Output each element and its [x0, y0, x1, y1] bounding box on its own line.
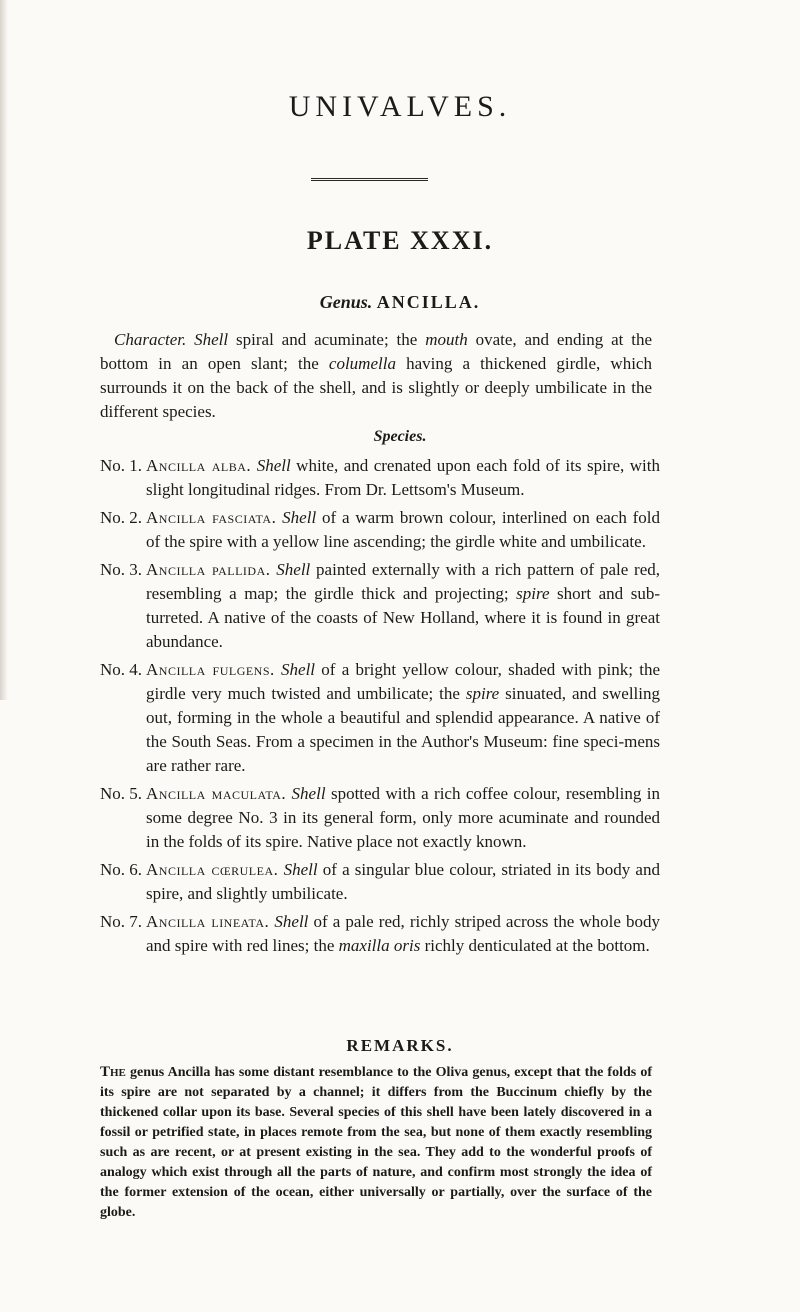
genus-line: [0, 292, 800, 313]
character-term-shell: Shell: [194, 330, 229, 349]
species-text: of a singular blue colour, striated in its body and spire, and slightly umbilicate.: [146, 860, 660, 903]
character-text: ovate, and ending at the bottom in an open slant; the: [100, 330, 652, 373]
remarks-text: genus Ancilla has some distant resemblance to the Oliva genus, except that the folds of its spire are not separated by a channel; it differs from the Buccinum chiefly by the thickened collar upon its base. Several species of this shell have been lately discovered in a fossil or petrified state, in places remote from the sea, but none of them exactly resembling such as are recent, or at present existing in the sea. They add to the wonderful proofs of analogy which exist through all the parts of nature, and confirm most strongly the idea of the former extension of the ocean, either universally or partially, over the surface of the globe.: [100, 1065, 652, 1220]
remarks-heading: REMARKS.: [346, 1036, 454, 1055]
species-text: sinuated, and swelling out, forming in the whole a beautiful and splendid appearance. A native of the South Seas. From a specimen in the Author's Museum: fine speci-mens are rather rare.: [146, 684, 660, 775]
species-description: [146, 910, 660, 958]
species-term: Shell: [282, 508, 317, 527]
character-text: having a thickened girdle, which surrounds it on the back of the shell, and is slightly or deeply umbilicate in the different species.: [100, 354, 652, 421]
species-description: [146, 658, 660, 778]
species-number: No. 1.: [100, 456, 143, 475]
species-name: Ancilla fulgens.: [146, 660, 275, 679]
species-heading: Species.: [373, 428, 427, 445]
species-text: painted externally with a rich pattern of pale red, resembling a map; the girdle thick and projecting;: [146, 560, 660, 603]
character-term-columella: columella: [328, 354, 396, 373]
species-number: No. 7.: [100, 912, 143, 931]
species-term: Shell: [274, 912, 309, 931]
species-name: Ancilla cœrulea.: [146, 860, 279, 879]
species-term: maxilla oris: [338, 936, 421, 955]
species-number: No. 6.: [100, 860, 143, 879]
species-text: of a warm brown colour, interlined on each fold of the spire with a yellow line ascending; the girdle white and umbilicate.: [146, 508, 661, 551]
species-term: Shell: [276, 560, 311, 579]
character-text: spiral and acuminate; the: [228, 330, 426, 349]
species-entry: [100, 858, 660, 906]
species-text: richly denticulated at the bottom.: [420, 936, 650, 955]
species-description: [146, 858, 660, 906]
species-entry: [100, 658, 660, 778]
species-text: of a bright yellow colour, shaded with pink; the girdle very much twisted and umbilicate; the: [146, 660, 660, 703]
species-entry: [100, 782, 660, 854]
species-entry: [100, 454, 660, 502]
species-name: Ancilla lineata.: [146, 912, 270, 931]
species-description: [146, 558, 660, 654]
species-description: [146, 454, 660, 502]
species-name: Ancilla alba.: [146, 456, 252, 475]
species-entry: [100, 506, 660, 554]
section-heading: UNIVALVES.: [288, 90, 512, 123]
species-description: [146, 782, 660, 854]
remarks-first-word: The: [100, 1064, 126, 1080]
species-term: Shell: [256, 456, 291, 475]
species-number: No. 4.: [100, 660, 143, 679]
species-number: No. 3.: [100, 560, 143, 579]
species-number: No. 5.: [100, 784, 143, 803]
species-entry: [100, 910, 660, 958]
species-term: spire: [516, 584, 550, 603]
species-entry: [100, 558, 660, 654]
double-rule-divider: [311, 178, 428, 183]
species-list: [100, 454, 660, 962]
genus-name: ANCILLA.: [376, 292, 481, 312]
species-text: spotted with a rich coffee colour, resembling in some degree No. 3 in its general form, only more acuminate and rounded in the folds of its spire. Native place not exactly known.: [146, 784, 661, 851]
genus-label: Genus.: [319, 292, 373, 312]
species-term: spire: [465, 684, 500, 703]
plate-title: PLATE XXXI.: [306, 226, 494, 255]
character-term-mouth: mouth: [425, 330, 468, 349]
species-name: Ancilla pallida.: [146, 560, 271, 579]
remarks-paragraph: [100, 1062, 652, 1223]
species-name: Ancilla maculata.: [146, 784, 287, 803]
character-paragraph: [100, 328, 652, 424]
species-text: short and sub-turreted. A native of the coasts of New Holland, where it is found in great abundance.: [146, 584, 660, 651]
species-text: white, and crenated upon each fold of its spire, with slight longitudinal ridges. From Dr. Lettsom's Museum.: [146, 456, 661, 499]
species-term: Shell: [283, 860, 318, 879]
species-name: Ancilla fasciata.: [146, 508, 277, 527]
species-term: Shell: [281, 660, 316, 679]
species-number: No. 2.: [100, 508, 143, 527]
species-description: [146, 506, 660, 554]
species-term: Shell: [291, 784, 326, 803]
species-text: of a pale red, richly striped across the whole body and spire with red lines; the: [146, 912, 661, 955]
character-label: Character.: [114, 330, 187, 349]
